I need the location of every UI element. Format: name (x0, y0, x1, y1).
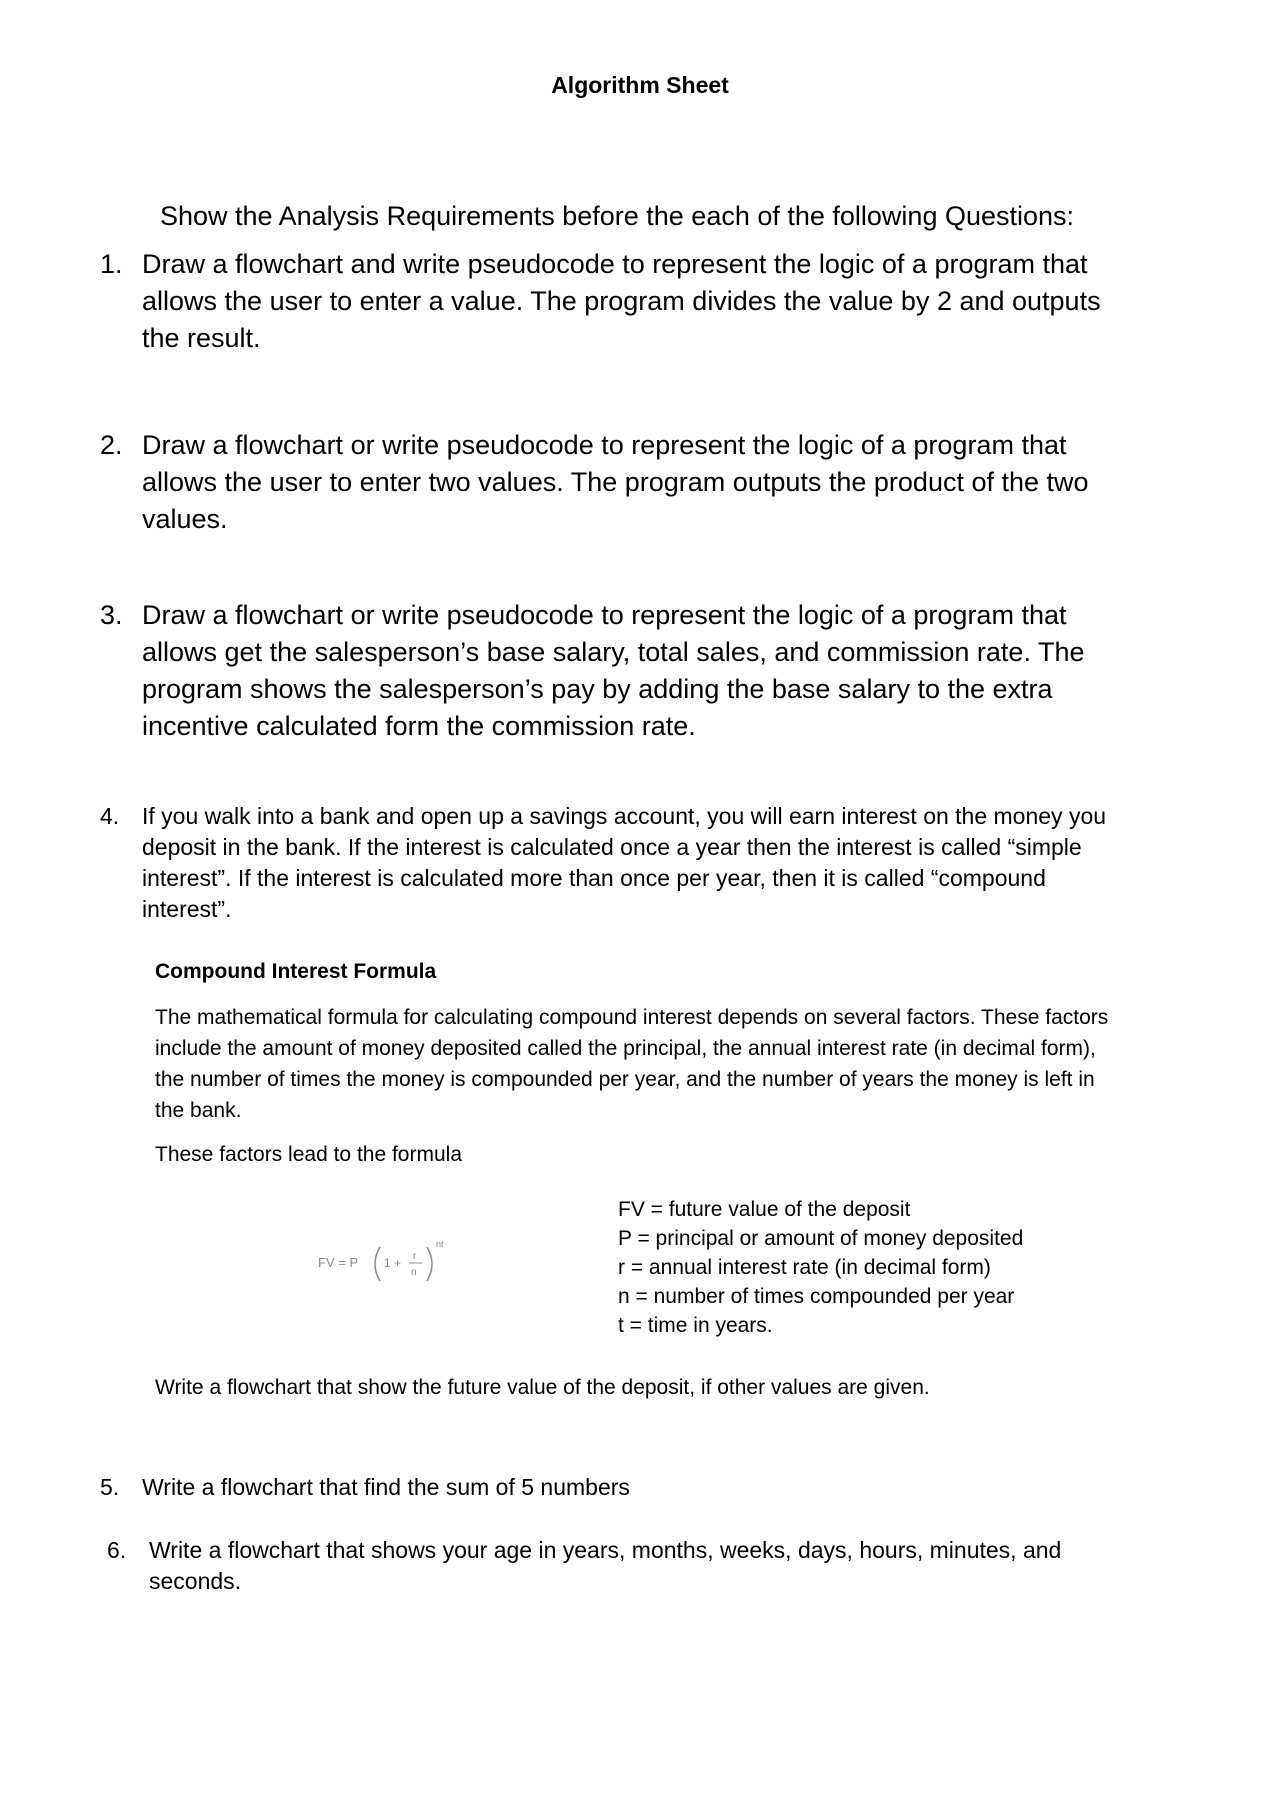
legend-item: P = principal or amount of money deposited (618, 1227, 1024, 1250)
legend-item: FV = future value of the deposit (618, 1198, 911, 1221)
compound-interest-section (155, 960, 1115, 1167)
question-text: Draw a flowchart and write pseudocode to represent the logic of a program that allows the user to enter a value. The program divides the value by 2 and outputs the result. (142, 249, 1101, 353)
formula-lhs: FV = P (318, 1255, 359, 1270)
formula-right-paren (427, 1247, 432, 1281)
formula-legend (618, 1195, 1023, 1340)
legend-item: t = time in years. (618, 1314, 773, 1337)
formula-exponent: nt (436, 1239, 444, 1249)
formula-numerator: r (413, 1251, 417, 1262)
compound-task: Write a flowchart that show the future value of the deposit, if other values are given. (155, 1376, 930, 1399)
formula-one-plus: 1 + (384, 1256, 402, 1270)
compound-formula-image (310, 1233, 470, 1293)
question-6 (107, 1535, 1147, 1597)
question-number: 3. (100, 600, 123, 630)
formula-denominator: n (411, 1267, 417, 1278)
question-4 (100, 801, 1140, 925)
question-text: Draw a flowchart or write pseudocode to represent the logic of a program that allows get the salesperson’s base salary, total sales, and commission rate. The program shows the salesperson’s pay by adding the base salary to the extra incentive calculated form the commission rate. (142, 600, 1085, 741)
question-text: Write a flowchart that find the sum of 5 numbers (142, 1474, 630, 1500)
question-number: 1. (100, 249, 123, 279)
question-2 (100, 427, 1140, 538)
compound-heading: Compound Interest Formula (155, 960, 437, 983)
legend-item: n = number of times compounded per year (618, 1285, 1015, 1308)
question-text: Write a flowchart that shows your age in years, months, weeks, days, hours, minutes, and seconds. (149, 1537, 1062, 1594)
question-1 (100, 246, 1140, 357)
page-title: Algorithm Sheet (551, 72, 729, 98)
question-number: 5. (100, 1474, 120, 1500)
intro-text: Show the Analysis Requirements before the each of the following Questions: (160, 201, 1075, 231)
formula-lead: These factors lead to the formula (155, 1143, 462, 1166)
question-text: If you walk into a bank and open up a savings account, you will earn interest on the money you deposit in the bank. If the interest is calculated once a year then the interest is called “simple interest”. If the interest is calculated more than once per year, then it is called “compound interest”. (142, 803, 1107, 922)
compound-paragraph: The mathematical formula for calculating compound interest depends on several factors. These factors include the amount of money deposited called the principal, the annual interest rate (in decimal form), the number of times the money is compounded per year, and the number of years the money is left in the bank. (155, 1006, 1109, 1122)
question-number: 2. (100, 430, 123, 460)
formula-left-paren (375, 1247, 380, 1281)
question-text: Draw a flowchart or write pseudocode to represent the logic of a program that allows the user to enter two values. The program outputs the product of the two values. (142, 430, 1089, 534)
question-5 (100, 1472, 1140, 1503)
question-number: 6. (107, 1537, 127, 1563)
question-3 (100, 597, 1140, 745)
question-number: 4. (100, 803, 120, 829)
legend-item: r = annual interest rate (in decimal form) (618, 1256, 991, 1279)
